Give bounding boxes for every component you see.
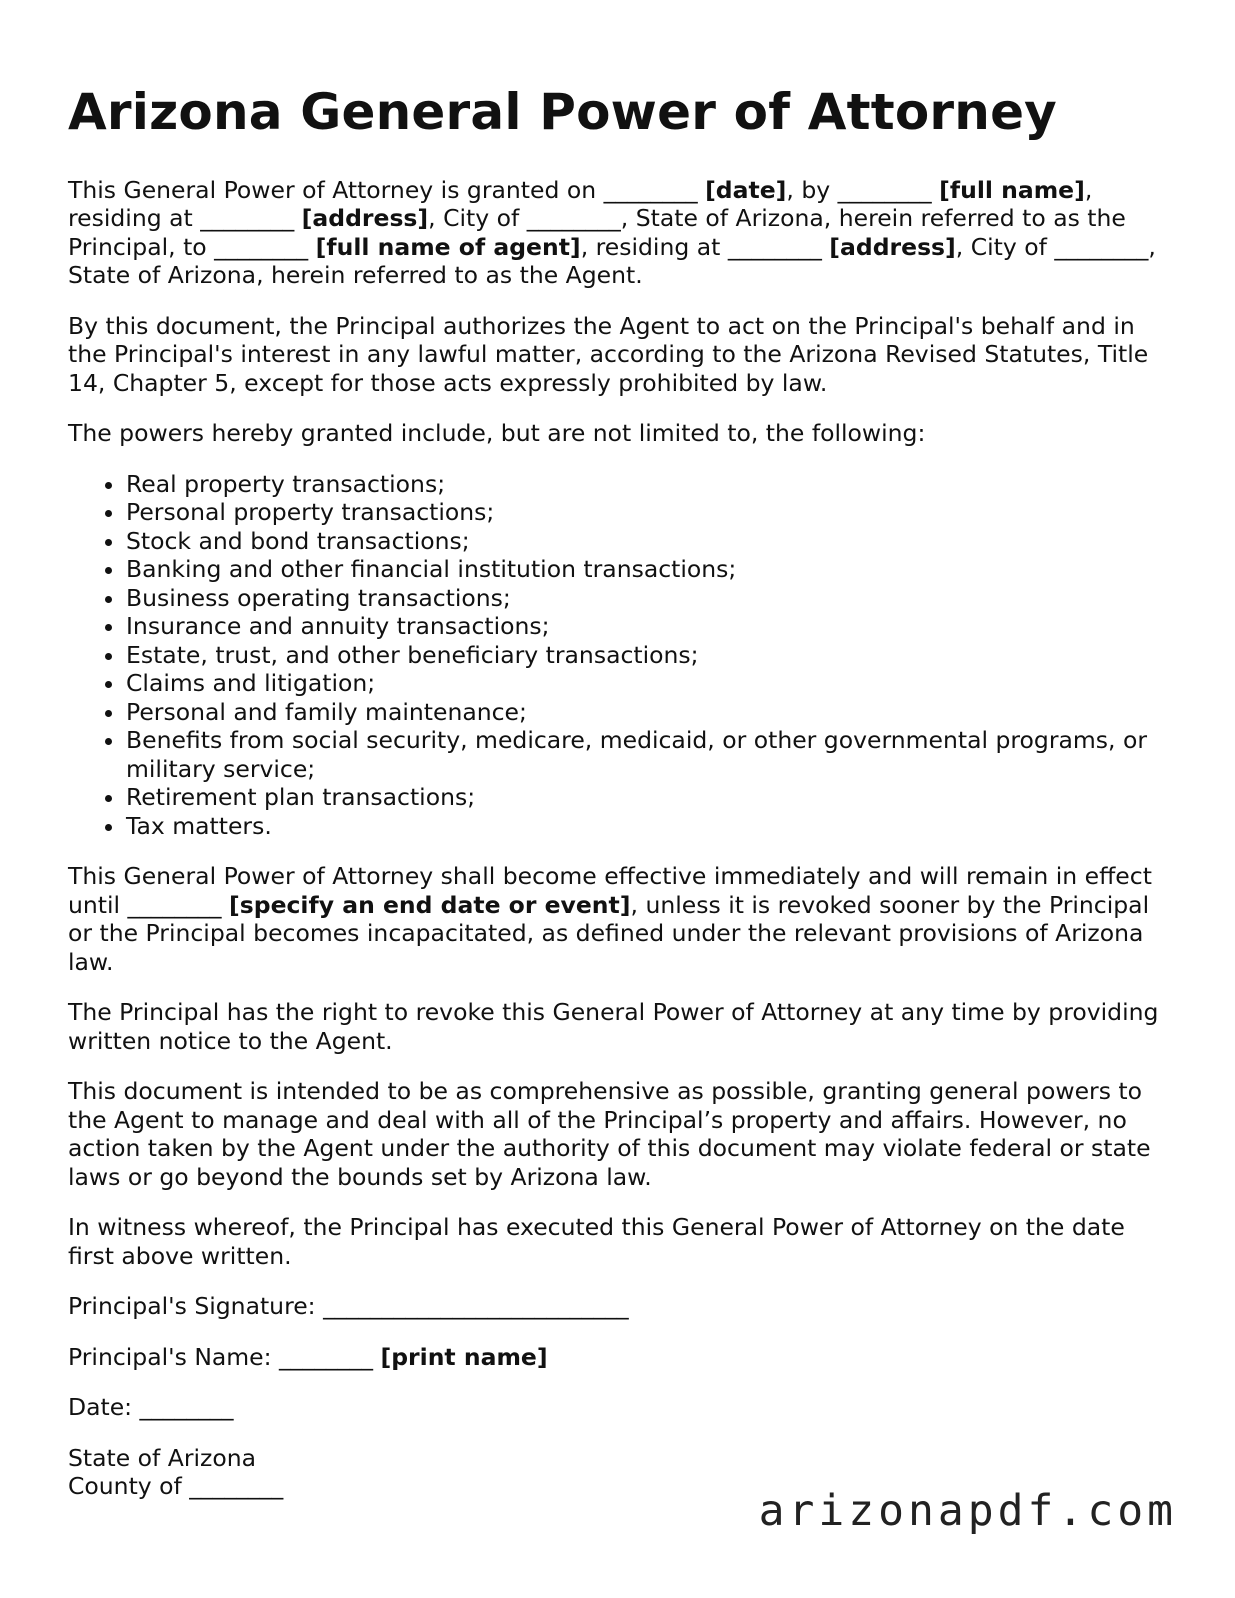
end-date-placeholder: [specify an end date or event] <box>229 890 631 919</box>
list-item: • Real property transactions; <box>126 470 1168 499</box>
intro-paragraph <box>68 176 1168 290</box>
document-title: Arizona General Power of Attorney <box>68 83 1057 141</box>
revocation-paragraph: The Principal has the right to revoke this General Power of Attorney at any time by providing written notice to the Agent. <box>68 998 1159 1055</box>
principal-name-label: Principal's Name: ________ <box>68 1342 381 1371</box>
powers-list <box>68 470 1168 841</box>
agent-address-placeholder: [address] <box>829 232 956 261</box>
list-item: • Retirement plan transactions; <box>126 783 1168 812</box>
list-item: • Personal and family maintenance; <box>126 698 1168 727</box>
date-line: Date: ________ <box>68 1393 234 1421</box>
authorization-paragraph: By this document, the Principal authorizes the Agent to act on the Principal's behalf and in the Principal's interest in any lawful matter, according to the Arizona Revised Statutes, Title 14, Chapter 5, except for those acts expressly prohibited by law. <box>68 311 1149 397</box>
effective-text-2: , unless it is revoked sooner by the Principal or the Principal becomes incapacitated, as defined under the relevant provisions of Arizona law. <box>68 890 1150 976</box>
list-item: • Benefits from social security, medicare, medicaid, or other governmental programs, or military service; <box>126 726 1168 783</box>
intro-text-5: , residing at ________ <box>580 232 830 261</box>
intro-text-4: , City of ________, State of Arizona, herein referred to as the Principal, to ________ <box>68 204 1126 261</box>
date-placeholder: [date] <box>705 175 787 204</box>
intro-text-1: This General Power of Attorney is granted on ________ <box>68 175 706 204</box>
list-item: • Business operating transactions; <box>126 584 1168 613</box>
intro-text-6: , City of ________, State of Arizona, herein referred to as the Agent. <box>68 232 1156 289</box>
powers-intro: The powers hereby granted include, but are not limited to, the following: <box>68 419 926 447</box>
signature-line: Principal's Signature: __________________________ <box>68 1292 629 1320</box>
principal-address-placeholder: [address] <box>301 204 429 232</box>
list-item: • Claims and litigation; <box>126 669 1168 698</box>
scope-paragraph: This document is intended to be as comprehensive as possible, granting general powers to the Agent to manage and deal with all of the Principal’s property and affairs. However, no action taken by the Agent under the authority of this document may violate federal or state laws or go beyond the bounds set by Arizona law. <box>68 1077 1151 1191</box>
agent-name-placeholder: [full name of agent] <box>315 232 581 261</box>
list-item: • Insurance and annuity transactions; <box>126 612 1168 641</box>
list-item: • Tax matters. <box>126 812 1168 841</box>
intro-text-3: , residing at ________ <box>68 175 1093 232</box>
watermark: arizonapdf.com <box>758 1486 1177 1536</box>
principal-name-line <box>68 1343 1168 1372</box>
document-page <box>68 84 1168 1501</box>
full-name-placeholder: [full name] <box>939 175 1085 204</box>
list-item: • Personal property transactions; <box>126 498 1168 527</box>
list-item: • Banking and other financial institution transactions; <box>126 555 1168 584</box>
witness-paragraph: In witness whereof, the Principal has executed this General Power of Attorney on the date first above written. <box>68 1213 1125 1270</box>
list-item: • Estate, trust, and other beneficiary transactions; <box>126 641 1168 670</box>
intro-text-2: , by ________ <box>786 175 940 204</box>
state-line: State of Arizona <box>68 1443 257 1472</box>
county-line: County of ________ <box>68 1472 284 1500</box>
list-item: • Stock and bond transactions; <box>126 527 1168 556</box>
effective-paragraph <box>68 862 1168 976</box>
print-name-placeholder: [print name] <box>380 1342 548 1371</box>
effective-text-1: This General Power of Attorney shall become effective immediately and will remain in effect until ________ <box>68 862 1152 919</box>
